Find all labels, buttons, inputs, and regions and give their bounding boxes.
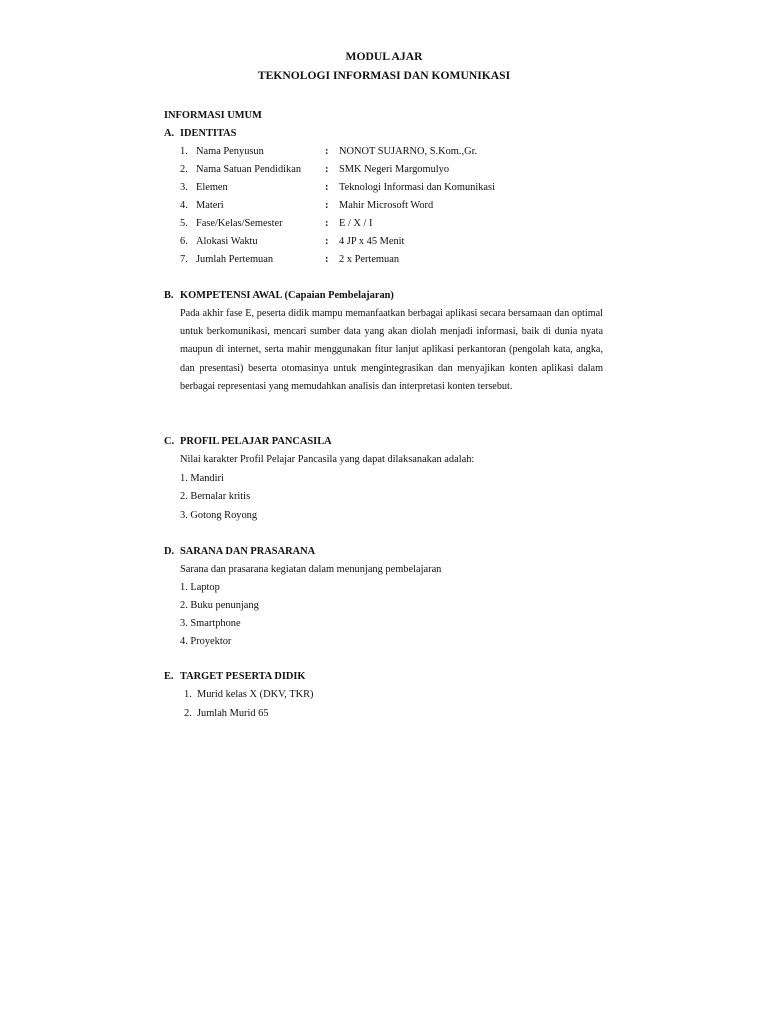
identity-label: Fase/Kelas/Semester	[196, 218, 283, 229]
section-d-heading: SARANA DAN PRASARANA	[180, 546, 316, 557]
competency-paragraph	[180, 305, 603, 396]
identity-value: NONOT SUJARNO, S.Kom.,Gr.	[339, 146, 478, 157]
list-item: 1. Mandiri	[180, 473, 224, 484]
document-title: MODUL AJAR	[345, 50, 423, 63]
section-c-letter: C.	[164, 436, 175, 447]
identity-separator: :	[325, 200, 329, 211]
identity-label: Alokasi Waktu	[196, 236, 258, 247]
identity-label: Materi	[196, 200, 224, 211]
identity-number: 5.	[180, 218, 188, 229]
identity-separator: :	[325, 146, 329, 157]
identity-value: 4 JP x 45 Menit	[339, 236, 405, 247]
list-item: 2. Bernalar kritis	[180, 491, 251, 502]
list-item: 1. Murid kelas X (DKV, TKR)	[184, 689, 314, 700]
section-e-heading: TARGET PESERTA DIDIK	[180, 671, 306, 682]
section-b-heading: KOMPETENSI AWAL (Capaian Pembelajaran)	[180, 290, 394, 301]
identity-separator: :	[325, 236, 329, 247]
identity-separator: :	[325, 254, 329, 265]
identity-number: 2.	[180, 164, 188, 175]
identity-label: Nama Penyusun	[196, 146, 264, 157]
list-item: 1. Laptop	[180, 582, 220, 593]
identity-row	[0, 254, 768, 268]
section-b-letter: B.	[164, 290, 174, 301]
identity-number: 1.	[180, 146, 188, 157]
section-a-letter: A.	[164, 128, 175, 139]
identity-row	[0, 236, 768, 250]
identity-number: 4.	[180, 200, 188, 211]
identity-label: Elemen	[196, 182, 228, 193]
identity-number: 6.	[180, 236, 188, 247]
identity-separator: :	[325, 164, 329, 175]
section-c-intro: Nilai karakter Profil Pelajar Pancasila yang dapat dilaksanakan adalah:	[180, 454, 475, 465]
identity-row	[0, 164, 768, 178]
document-subtitle: TEKNOLOGI INFORMASI DAN KOMUNIKASI	[257, 69, 511, 82]
section-c-heading: PROFIL PELAJAR PANCASILA	[180, 436, 332, 447]
identity-value: SMK Negeri Margomulyo	[339, 164, 450, 175]
identity-row	[0, 200, 768, 214]
identity-row	[0, 182, 768, 196]
identity-value: Mahir Microsoft Word	[339, 200, 434, 211]
identity-number: 3.	[180, 182, 188, 193]
section-d-letter: D.	[164, 546, 175, 557]
info-umum-heading: INFORMASI UMUM	[164, 110, 262, 121]
identity-row	[0, 146, 768, 160]
identity-separator: :	[325, 218, 329, 229]
identity-separator: :	[325, 182, 329, 193]
identity-value: 2 x Pertemuan	[339, 254, 400, 265]
identity-value: Teknologi Informasi dan Komunikasi	[339, 182, 495, 193]
identity-row	[0, 218, 768, 232]
identity-value: E / X / I	[339, 218, 373, 229]
section-a-heading: IDENTITAS	[180, 128, 237, 139]
section-e-letter: E.	[164, 671, 174, 682]
section-d-intro: Sarana dan prasarana kegiatan dalam menunjang pembelajaran	[180, 564, 442, 575]
list-item: 2. Jumlah Murid 65	[184, 708, 269, 719]
identity-label: Nama Satuan Pendidikan	[196, 164, 302, 175]
list-item: 3. Gotong Royong	[180, 510, 258, 521]
identity-number: 7.	[180, 254, 188, 265]
list-item: 3. Smartphone	[180, 618, 241, 629]
list-item: 2. Buku penunjang	[180, 600, 259, 611]
list-item: 4. Proyektor	[180, 636, 232, 647]
identity-label: Jumlah Pertemuan	[196, 254, 274, 265]
competency-text: Pada akhir fase E, peserta didik mampu memanfaatkan berbagai aplikasi secara bersamaan dan optimal untuk berkomunikasi, mencari sumber data yang akan diolah menjadi informasi, baik di dunia nyata maupun di internet, serta mahir menggunakan fitur lanjut aplikasi perkantoran (pengolah kata, angka, dan presentasi) beserta otomasinya untuk mengintegrasikan dan menyajikan konten aplikasi dalam berbagai representasi yang memudahkan analisis dan interpretasi konten tersebut.	[180, 308, 603, 392]
